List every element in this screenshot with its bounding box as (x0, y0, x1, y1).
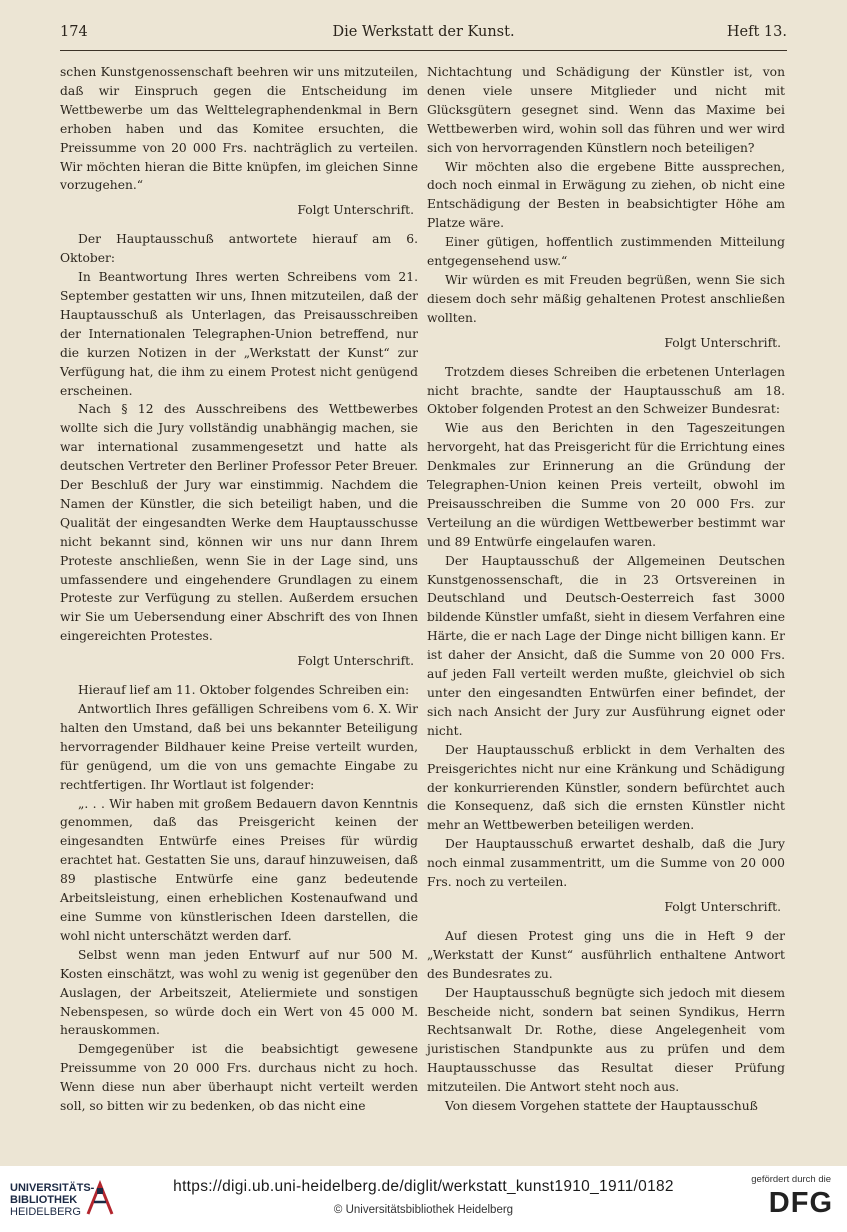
header-rule (60, 50, 787, 51)
page-number: 174 (60, 24, 88, 40)
running-header (60, 20, 787, 44)
funding-note: gefördert durch die (751, 1174, 831, 1185)
right-column-paragraph: Wir möchten also die ergebene Bitte aussprechen, doch noch einmal in Erwägung zu ziehen, ob nicht eine Entschädigung der Besten in beabsichtigter Höhe am Platze wäre. (427, 159, 785, 231)
right-column-paragraph: Von diesem Vorgehen stattete der Hauptausschuß (445, 1099, 758, 1114)
left-column-paragraph: Antwortlich Ihres gefälligen Schreibens vom 6. X. Wir halten den Umstand, daß bei uns bekannter Beteiligung hervorragender Bildhauer keine Preise verteilt wurden, für genügend, um die von uns gemachte Eingabe zu rechtfertigen. Ihr Wortlaut ist folgender: (60, 702, 418, 792)
page-url-link[interactable]: https://digi.ub.uni-heidelberg.de/diglit/werkstatt_kunst1910_1911/0182 (173, 1178, 674, 1195)
signature-line: Folgt Unterschrift. (664, 335, 781, 350)
left-column-paragraph: Der Hauptausschuß antwortete hierauf am 6. Oktober: (60, 232, 418, 266)
viewer-footer (0, 1166, 847, 1232)
right-column (427, 63, 785, 1116)
left-column-paragraph: „. . . Wir haben mit großem Bedauern davon Kenntnis genommen, daß das Preisgericht keinen der eingesandten Entwürfe eines Preises für würdig erachtet hat. Gestatten Sie uns, darauf hinzuweisen, daß 89 plastische Entwürfe eine ganz bedeutende Arbeitsleistung, einen erheblichen Kostenaufwand und eine Summe von künstlerischen Ideen darstellen, die wohl nicht unterschätzt werden darf. (60, 796, 418, 943)
signature-line: Folgt Unterschrift. (297, 654, 414, 669)
left-column-paragraph: Selbst wenn man jeden Entwurf auf nur 500 M. Kosten einschätzt, was wohl zu wenig ist gegenüber den Auslagen, der Arbeitszeit, Ateliermiete und sonstigen Nebenspesen, so würde doch ein Wert von 45 000 M. herauskommen. (60, 947, 418, 1038)
issue-number: Heft 13. (726, 24, 787, 40)
right-column-paragraph: Wir würden es mit Freuden begrüßen, wenn Sie sich diesem doch sehr mäßig gehaltenen Protest anschließen wollten. (427, 272, 785, 325)
right-column-paragraph: Der Hauptausschuß begnügte sich jedoch mit diesem Bescheide nicht, sondern bat seinen Syndikus, Herrn Rechtsanwalt Dr. Rothe, diese Angelegenheit vom juristischen Standpunkte aus zu prüfen und dem Hauptausschusse das Resultat dieser Prüfung mitzuteilen. Die Antwort steht noch aus. (427, 985, 785, 1095)
right-column-paragraph: Wie aus den Berichten in den Tageszeitungen hervorgeht, hat das Preisgericht für die Errichtung eines Denkmales zur Erinnerung an die Gründung der Telegraphen-Union keinen Preis verteilt, obwohl im Preisausschreiben die Summe von 20 000 Frs. zur Verteilung an die würdigen Wettbewerber bestimmt war und 89 Entwürfe eingelaufen waren. (427, 421, 785, 549)
left-column-paragraph: Hierauf lief am 11. Oktober folgendes Schreiben ein: (78, 683, 410, 698)
right-column-paragraph: Der Hauptausschuß erblickt in dem Verhalten des Preisgerichtes nicht nur eine Kränkung und Schädigung der konkurrierenden Künstler, sondern befürchtet auch die Konsequenz, daß sich die ernsten Künstler nicht mehr an Wettbewerben beteiligen werden. (427, 742, 785, 833)
right-column-paragraph: Der Hauptausschuß erwartet deshalb, daß die Jury noch einmal zusammentritt, um die Summe von 20 000 Frs. noch zu verteilen. (427, 837, 785, 890)
dfg-logo[interactable]: DFG (768, 1187, 833, 1219)
left-column-paragraph: In Beantwortung Ihres werten Schreibens vom 21. September gestatten wir uns, Ihnen mitzuteilen, daß der Hauptausschuß als Unterlagen, das Preisausschreiben der Internationalen Telegraphen-Union betreffend, nur die kurzen Notizen in der „Werkstatt der Kunst“ zur Verfügung hat, die ihm zu einem Protest nicht genügend erscheinen. (60, 270, 418, 398)
signature-line: Folgt Unterschrift. (297, 203, 414, 218)
right-column-paragraph: Trotzdem dieses Schreiben die erbetenen Unterlagen nicht brachte, sandte der Hauptausschuß am 18. Oktober folgenden Protest an den Schweizer Bundesrat: (427, 364, 785, 417)
signature-line: Folgt Unterschrift. (664, 899, 781, 914)
journal-title: Die Werkstatt der Kunst. (332, 24, 515, 40)
left-column-paragraph: Nach § 12 des Ausschreibens des Wettbewerbes wollte sich die Jury vollständig unabhängig machen, sie war international zusammengesetzt und hatte als deutschen Vertreter den Berliner Professor Peter Breuer. Der Beschluß der Jury war einstimmig. Nachdem die Namen der Künstler, die sich beteiligt haben, und die Qualität der eingesandten Werke dem Hauptausschusse nicht bekannt sind, können wir uns nur dann Ihrem Proteste anschließen, wenn Sie in der Lage sind, uns umfassendere und eingehendere Grundlagen zu einem Proteste zur Verfügung zu stellen. Außerdem ersuchen wir Sie um Uebersendung einer Abschrift des von Ihnen eingereichten Protestes. (60, 402, 418, 644)
right-column-paragraph: Einer gütigen, hoffentlich zustimmenden Mitteilung entgegensehend usw.“ (427, 235, 785, 269)
right-column-paragraph: Auf diesen Protest ging uns die in Heft 9 der „Werkstatt der Kunst“ ausführlich enthaltene Antwort des Bundesrates zu. (427, 928, 785, 981)
right-column-paragraph: Der Hauptausschuß der Allgemeinen Deutschen Kunstgenossenschaft, die in 23 Ortsvereinen in Deutschland und Deutsch-Oesterreich fast 3000 bildende Künstler umfaßt, sieht in diesem Verfahren eine Härte, die er nach Lage der Dinge nicht billigen kann. Er ist daher der Ansicht, daß die Summe von 20 000 Frs. auf jeden Fall verteilt werden mußte, gleichviel ob sich unter den eingesandten Entwürfen einer befindet, der sich nach Ansicht der Jury zur Ausführung eignet oder nicht. (427, 553, 785, 738)
copyright-notice: © Universitätsbibliothek Heidelberg (333, 1204, 514, 1216)
left-column-paragraph: Demgegenüber ist die beabsichtigt gewesene Preissumme von 20 000 Frs. durchaus nicht zu hoch. Wenn diese nun aber überhaupt nicht verteilt werden soll, so bitten wir zu bedenken, ob das nicht eine (60, 1042, 418, 1114)
right-column-paragraph: Nichtachtung und Schädigung der Künstler ist, von denen viele unsere Mitglieder und nicht mit Glücksgütern gesegnet sind. Wenn das Maxime bei Wettbewerben wird, wohin soll das führen und wer wird sich von hervorragenden Künstlern noch beteiligen? (427, 65, 785, 155)
left-column (60, 63, 418, 1116)
library-name[interactable]: UNIVERSITÄTS- BIBLIOTHEK HEIDELBERG (10, 1182, 95, 1218)
left-column-paragraph: schen Kunstgenossenschaft beehren wir uns mitzuteilen, daß wir Einspruch gegen die Entscheidung im Wettbewerbe um das Welttelegraphendenkmal in Bern erhoben haben und das Komitee ersuchten, die Preissumme von 20 000 Frs. nachträglich zu verteilen. Wir möchten hieran die Bitte knüpfen, im gleichen Sinne vorzugehen.“ (60, 65, 418, 193)
